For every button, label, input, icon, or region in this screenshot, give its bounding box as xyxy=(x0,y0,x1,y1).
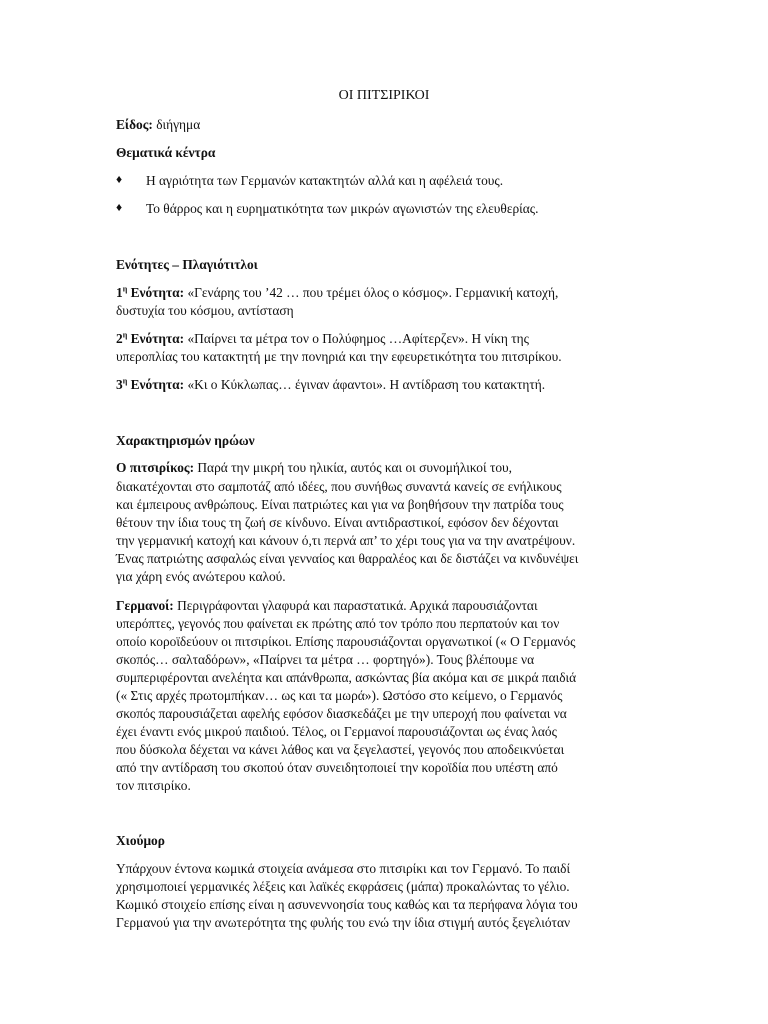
kid-line-4: θέτουν την ίδια τους τη ζωή σε κίνδυνο. Είναι αντιδραστικοί, εφόσον δεν δέχονται xyxy=(116,515,559,530)
humor-line-2: χρησιμοποιεί γερμανικές λέξεις και λαϊκές εκφράσεις (μάπα) προκαλώντας το γέλιο. xyxy=(116,879,570,894)
germans-line-1 xyxy=(116,597,538,615)
germans-line-5: συμπεριφέρονται ανελέητα και απάνθρωπα, ασκώντας βία ακόμα και σε μικρά παιδιά xyxy=(116,670,577,685)
humor-heading: Χιούμορ xyxy=(116,833,165,848)
unit-2-text: «Παίρνει τα μέτρα τον ο Πολύφημος …Αφίτερζεν». Η νίκη της xyxy=(187,331,529,346)
genre-line xyxy=(116,116,200,134)
germans-line-8: έχει έναντι ενός μικρού παιδιού. Τέλος, οι Γερμανοί παρουσιάζονται ως ένας λαός xyxy=(116,724,557,739)
unit-3-sup: η xyxy=(122,376,128,386)
unit-2-number: 2 xyxy=(116,331,123,346)
unit-3-text: «Κι ο Κύκλωπας… έγιναν άφαντοι». Η αντίδραση του κατακτητή. xyxy=(187,377,546,392)
kid-line-6: Ένας πατριώτης ασφαλώς είναι γενναίος και θαρραλέος και δε διστάζει να κινδυνέψει xyxy=(116,551,579,566)
germans-line-3: οποίο κοροϊδεύουν οι πιτσιρίκοι. Επίσης παρουσιάζονται οργανωτικοί (« Ο Γερμανός xyxy=(116,634,576,649)
unit-2-label: Ενότητα: xyxy=(130,331,185,346)
germans-line-7: σκοπός παρουσιάζεται αφελής εφόσον διασκεδάζει με την υπεροχή που φαίνεται να xyxy=(116,706,567,721)
humor-line-1: Υπάρχουν έντονα κωμικά στοιχεία ανάμεσα στο πιτσιρίκι και τον Γερμανό. Το παιδί xyxy=(116,861,571,876)
document-title: ΟΙ ΠΙΤΣΙΡΙΚΟΙ xyxy=(338,88,430,103)
theme-item-1: Η αγριότητα των Γερμανών κατακτητών αλλά και η αφέλειά τους. xyxy=(146,173,504,188)
genre-label: Είδος: xyxy=(116,117,153,132)
kid-line-7: για χάρη ενός ανώτερου καλού. xyxy=(116,569,286,584)
kid-line-1 xyxy=(116,459,512,477)
unit-3-line-1 xyxy=(116,376,545,394)
bullet-icon: ♦ xyxy=(116,200,123,214)
unit-1-sup: η xyxy=(122,284,128,294)
kid-text-1: Παρά την μικρή του ηλικία, αυτός και οι συνομήλικοί του, xyxy=(197,460,512,475)
germans-text-1: Περιγράφονται γλαφυρά και παραστατικά. Αρχικά παρουσιάζονται xyxy=(177,598,538,613)
humor-line-3: Κωμικό στοιχείο επίσης είναι η ασυνεννοησία τους καθώς και τα περήφανα λόγια του xyxy=(116,897,578,912)
unit-2-line-2: υπεροπλίας του κατακτητή με την πονηριά και την εφευρετικότητα του πιτσιρίκου. xyxy=(116,349,562,364)
unit-1-text: «Γενάρης του ’42 … που τρέμει όλος ο κόσμος». Γερμανική κατοχή, xyxy=(187,285,559,300)
unit-1-label: Ενότητα: xyxy=(130,285,185,300)
germans-line-9: που δύσκολα δέχεται να κάνει λάθος και να ξεγελαστεί, γεγονός που αποδεικνύεται xyxy=(116,742,565,757)
unit-3-label: Ενότητα: xyxy=(130,377,185,392)
germans-line-2: υπερόπτες, γεγονός που φαίνεται εκ πρώτης από τον τρόπο που περπατούν και τον xyxy=(116,616,560,631)
bullet-icon: ♦ xyxy=(116,172,123,186)
unit-1-line-1 xyxy=(116,284,558,302)
germans-line-4: σκοπός… σαλταδόρων», «Παίρνει τα μέτρα … φορτηγό»). Τους βλέπουμε να xyxy=(116,652,535,667)
unit-2-line-1 xyxy=(116,330,529,348)
humor-line-4: Γερμανού για την ανωτερότητα της φυλής του ενώ την ίδια στιγμή αυτός ξεγελιόταν xyxy=(116,915,571,930)
unit-3-number: 3 xyxy=(116,377,123,392)
germans-line-6: (« Στις αρχές πρωτομπήκαν… ως και τα μωρά»). Ωστόσο στο κείμενο, ο Γερμανός xyxy=(116,688,563,703)
units-heading: Ενότητες – Πλαγιότιτλοι xyxy=(116,257,258,272)
germans-line-11: τον πιτσιρίκο. xyxy=(116,778,191,793)
unit-1-line-2: δυστυχία του κόσμου, αντίσταση xyxy=(116,303,294,318)
kid-label: Ο πιτσιρίκος: xyxy=(116,460,195,475)
germans-label: Γερμανοί: xyxy=(116,598,174,613)
themes-heading: Θεματικά κέντρα xyxy=(116,145,216,160)
genre-value: διήγημα xyxy=(156,117,201,132)
theme-item-2: Το θάρρος και η ευρηματικότητα των μικρών αγωνιστών της ελευθερίας. xyxy=(146,201,539,216)
unit-2-sup: η xyxy=(122,330,128,340)
characters-heading: Χαρακτηρισμών ηρώων xyxy=(116,433,255,448)
kid-line-5: την γερμανική κατοχή και κάνουν ό,τι περνά απ’ το χέρι τους για να την ανατρέψουν. xyxy=(116,533,576,548)
kid-line-3: και έμπειρους ανθρώπους. Είναι πατριώτες και για να βοηθήσουν την πατρίδα τους xyxy=(116,497,564,512)
unit-1-number: 1 xyxy=(116,285,123,300)
kid-line-2: διακατέχονται στο σαμποτάζ από ιδέες, που συνήθως συναντά κανείς σε ενήλικους xyxy=(116,479,562,494)
germans-line-10: από την αντίδραση του σκοπού όταν συνειδητοποιεί την κοροϊδία που υπέστη από xyxy=(116,760,558,775)
